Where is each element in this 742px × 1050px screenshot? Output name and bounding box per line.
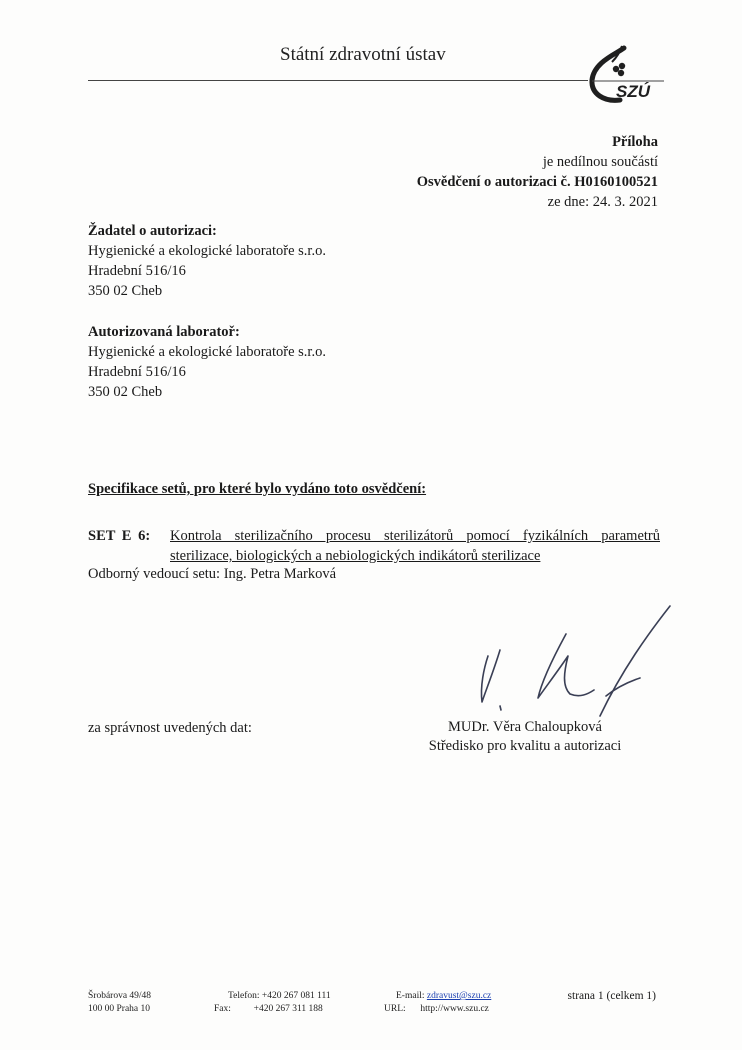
lab-street: Hradební 516/16 — [88, 364, 186, 380]
set-leader: Odborný vedoucí setu: Ing. Petra Marková — [88, 566, 337, 582]
set-label: SET E 6: — [88, 528, 151, 544]
footer-city: 100 00 Praha 10 — [88, 1004, 151, 1014]
footer-contacts — [384, 990, 491, 1016]
signer-name: MUDr. Věra Chaloupková — [448, 719, 602, 735]
applicant-city: 350 02 Cheb — [88, 283, 163, 299]
footer-url[interactable]: http://www.szu.cz — [420, 1004, 489, 1014]
footer-phones — [214, 990, 331, 1016]
applicant-block — [88, 221, 326, 301]
logo-text: SZÚ — [616, 82, 650, 101]
header-divider — [88, 80, 588, 81]
signer-unit: Středisko pro kvalitu a autorizaci — [428, 738, 622, 754]
correctness-label: za správnost uvedených dat: — [88, 720, 252, 736]
szu-logo — [586, 44, 666, 108]
applicant-heading: Žadatel o autorizaci: — [88, 223, 217, 239]
footer-url-label: URL: — [384, 1004, 406, 1014]
handwritten-signature — [470, 598, 680, 728]
appendix-title: Příloha — [612, 134, 658, 150]
lab-name: Hygienické a ekologické laboratoře s.r.o. — [88, 344, 326, 360]
footer-email-label: E-mail: — [396, 991, 425, 1001]
set-description-line: Kontrola sterilizačního procesu sterilizátorů pomocí fyzikálních parametrů — [170, 528, 660, 544]
footer-address — [88, 990, 151, 1016]
set-description — [170, 526, 660, 566]
appendix-line: je nedílnou součástí — [542, 154, 658, 170]
set-description-line: sterilizace, biologických a nebiologických indikátorů sterilizace — [170, 548, 541, 564]
footer-fax-label: Fax: — [214, 1004, 231, 1014]
lab-heading: Autorizovaná laboratoř: — [88, 324, 240, 340]
applicant-street: Hradební 516/16 — [88, 263, 186, 279]
spec-heading: Specifikace setů, pro které bylo vydáno toto osvědčení: — [88, 481, 427, 497]
footer-street: Šrobárova 49/48 — [88, 991, 152, 1001]
certificate-date: ze dne: 24. 3. 2021 — [547, 194, 658, 210]
certificate-number: Osvědčení o autorizaci č. H0160100521 — [416, 174, 658, 190]
lab-block — [88, 322, 326, 402]
footer-phone: Telefon: +420 267 081 111 — [228, 991, 331, 1001]
footer-email-link[interactable]: zdravust@szu.cz — [426, 991, 492, 1001]
appendix-note — [417, 132, 658, 212]
lab-city: 350 02 Cheb — [88, 384, 163, 400]
applicant-name: Hygienické a ekologické laboratoře s.r.o. — [88, 243, 326, 259]
footer-fax: +420 267 311 188 — [253, 1004, 323, 1014]
page-number: strana 1 (celkem 1) — [567, 990, 656, 1002]
institution-title: Státní zdravotní ústav — [280, 44, 446, 65]
signer-block — [420, 718, 630, 756]
